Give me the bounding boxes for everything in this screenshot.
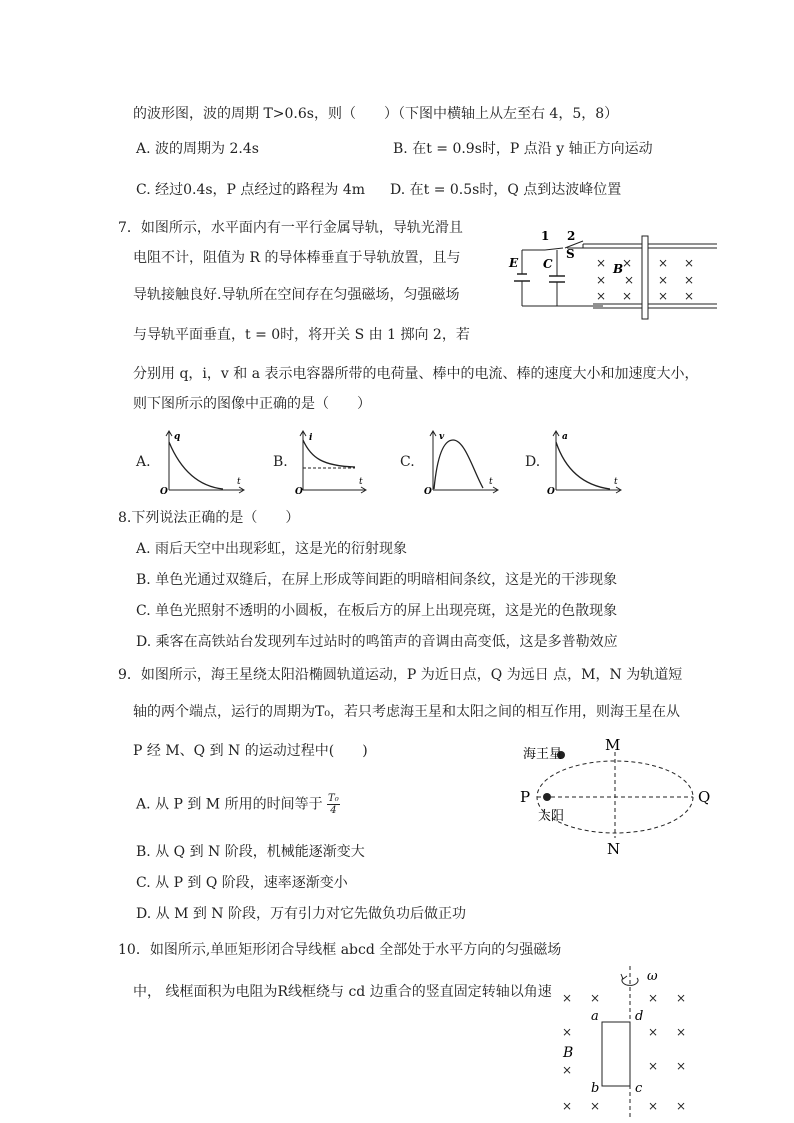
q7-graph-d-origin: O (547, 487, 555, 494)
q7-stem-line-5: 分别用 q，i，v 和 a 表示电容器所带的电荷量、棒中的电流、棒的速度大小和加速度大小， (133, 366, 699, 382)
svg-text:×: × (657, 273, 669, 287)
svg-text:×: × (623, 273, 635, 287)
q7-graph-d-xlabel: t (614, 477, 618, 487)
q7-stem-line-1: 7．如图所示，水平面内有一平行金属导轨，导轨光滑且 (118, 220, 463, 236)
svg-text:×: × (621, 289, 633, 303)
q7-field-label: B (613, 262, 624, 276)
svg-text:×: × (561, 1099, 573, 1113)
q10-field-marks (562, 991, 686, 1113)
q7-stem-line-6: 则下图所示的图像中正确的是（ ） (133, 396, 371, 412)
q7-switch-label-2: 2 (567, 229, 576, 243)
svg-text:×: × (675, 1059, 687, 1073)
svg-text:×: × (647, 1099, 659, 1113)
q9-option-a-text: A. 从 P 到 M 所用的时间等于 (136, 796, 323, 813)
q10-omega-label: ω (647, 969, 658, 984)
q9-point-p: P (520, 788, 531, 806)
q6-option-b: B. 在t = 0.9s时，P 点沿 y 轴正方向运动 (393, 141, 653, 157)
q7-graph-a (157, 428, 249, 494)
q7-graph-b (293, 428, 369, 494)
q7-graph-c-origin: O (424, 487, 432, 494)
q7-graph-a-origin: O (160, 487, 168, 494)
q7-graph-a-xlabel: t (237, 477, 241, 487)
q7-stem-line-2: 电阻不计，阻值为 R 的导体棒垂直于导轨放置，且与 (133, 250, 461, 266)
q8-option-d: D. 乘客在高铁站台发现列车过站时的鸣笛声的音调由高变低，这是多普勒效应 (136, 634, 618, 650)
q9-option-a-fraction (327, 793, 340, 816)
q7-graph-c-xlabel: t (489, 477, 493, 487)
q7-switch-label-1: 1 (541, 229, 550, 243)
svg-text:×: × (561, 991, 573, 1005)
q9-stem-line-1: 9．如图所示，海王星绕太阳沿椭圆轨道运动，P 为近日点，Q 为远日 点，M，N 为轨道短 (118, 667, 683, 683)
svg-text:×: × (683, 289, 695, 303)
q7-graph-d-option: D. (525, 454, 541, 470)
q10-corner-d: d (635, 1009, 644, 1024)
q10-field-label: B (563, 1045, 574, 1061)
q8-stem: 8.下列说法正确的是（ ） (118, 510, 300, 526)
q7-graph-b-ylabel: i (309, 433, 313, 443)
q8-option-c: C. 单色光照射不透明的小圆板，在板后方的屏上出现亮斑，这是光的色散现象 (136, 603, 618, 619)
q7-stem-line-3: 导轨接触良好.导轨所在空间存在匀强磁场，匀强磁场 (133, 287, 460, 303)
q9-neptune-label: 海王星 (523, 747, 563, 762)
q10-corner-a: a (591, 1009, 599, 1024)
q9-point-q: Q (698, 788, 711, 806)
svg-text:×: × (595, 256, 607, 270)
q7-switch-label-s: S (566, 247, 575, 261)
q7-battery-label: E (509, 256, 519, 270)
q9-option-d: D. 从 M 到 N 阶段，万有引力对它先做负功后做正功 (136, 906, 467, 922)
q9-sun-label: 太阳 (538, 809, 565, 824)
q7-graph-c-ylabel: v (439, 432, 445, 442)
q7-graph-c-option: C. (400, 454, 415, 470)
q9-orbit-figure (518, 734, 718, 856)
q6-option-d: D. 在t = 0.5s时，Q 点到达波峰位置 (390, 182, 622, 198)
q9-option-c: C. 从 P 到 Q 阶段，速率逐渐变小 (136, 875, 348, 891)
q10-corner-b: b (591, 1081, 600, 1096)
q7-graph-d (546, 428, 624, 494)
svg-text:×: × (589, 1099, 601, 1113)
q10-stem-line-1: 10．如图所示,单匝矩形闭合导线框 abcd 全部处于水平方向的匀强磁场 (118, 942, 562, 958)
q6-option-a: A. 波的周期为 2.4s (136, 141, 259, 157)
q7-graph-b-xlabel: t (359, 477, 363, 487)
q8-option-a: A. 雨后天空中出现彩虹，这是光的衍射现象 (136, 541, 408, 557)
q9-option-a-denominator: 4 (330, 805, 337, 816)
q6-stem-line: 的波形图，波的周期 T>0.6s，则（ ）（下图中横轴上从左至右 4，5，8） (133, 106, 619, 122)
svg-text:×: × (595, 273, 607, 287)
svg-text:×: × (647, 1059, 659, 1073)
q7-graph-a-option: A. (136, 454, 151, 470)
q7-graph-b-origin: O (295, 487, 303, 494)
q7-stem-line-4: 与导轨平面垂直，t = 0时，将开关 S 由 1 掷向 2，若 (133, 327, 470, 343)
svg-text:×: × (657, 289, 669, 303)
q9-option-a-numerator: T₀ (328, 793, 339, 804)
q9-point-n: N (607, 840, 621, 856)
q7-graph-c (421, 428, 501, 494)
q7-capacitor-label: C (543, 257, 553, 271)
svg-text:×: × (621, 256, 633, 270)
svg-text:×: × (683, 256, 695, 270)
q7-circuit-figure (505, 228, 720, 324)
svg-text:×: × (589, 991, 601, 1005)
q8-option-b: B. 单色光通过双缝后，在屏上形成等间距的明暗相间条纹，这是光的干涉现象 (136, 572, 618, 588)
q9-point-m: M (605, 736, 621, 754)
svg-text:×: × (595, 289, 607, 303)
svg-text:×: × (647, 1025, 659, 1039)
q7-graph-a-ylabel: q (174, 432, 181, 442)
q10-coil-figure (555, 962, 695, 1120)
svg-text:×: × (675, 991, 687, 1005)
q9-stem-line-2: 轴的两个端点，运行的周期为T₀，若只考虑海王星和太阳之间的相互作用，则海王星在从 (133, 704, 680, 720)
q7-graph-b-option: B. (273, 454, 288, 470)
q9-sun-dot (543, 793, 551, 801)
svg-text:×: × (675, 1025, 687, 1039)
q9-stem-line-3: P 经 M、Q 到 N 的运动过程中( ) (133, 743, 368, 759)
q6-option-c: C. 经过0.4s，P 点经过的路程为 4m (136, 182, 366, 198)
q7-graph-d-ylabel: a (562, 432, 568, 442)
svg-text:×: × (647, 991, 659, 1005)
q10-corner-c: c (635, 1081, 643, 1096)
svg-text:×: × (675, 1099, 687, 1113)
svg-text:×: × (561, 1025, 573, 1039)
q9-option-a (136, 793, 340, 816)
q9-option-b: B. 从 Q 到 N 阶段，机械能逐渐变大 (136, 844, 365, 860)
q10-stem-line-2: 中， 线框面积为电阻为R线框绕与 cd 边重合的竖直固定转轴以角速 (133, 984, 552, 1000)
svg-text:×: × (683, 273, 695, 287)
svg-text:×: × (657, 256, 669, 270)
svg-text:×: × (561, 1063, 573, 1077)
